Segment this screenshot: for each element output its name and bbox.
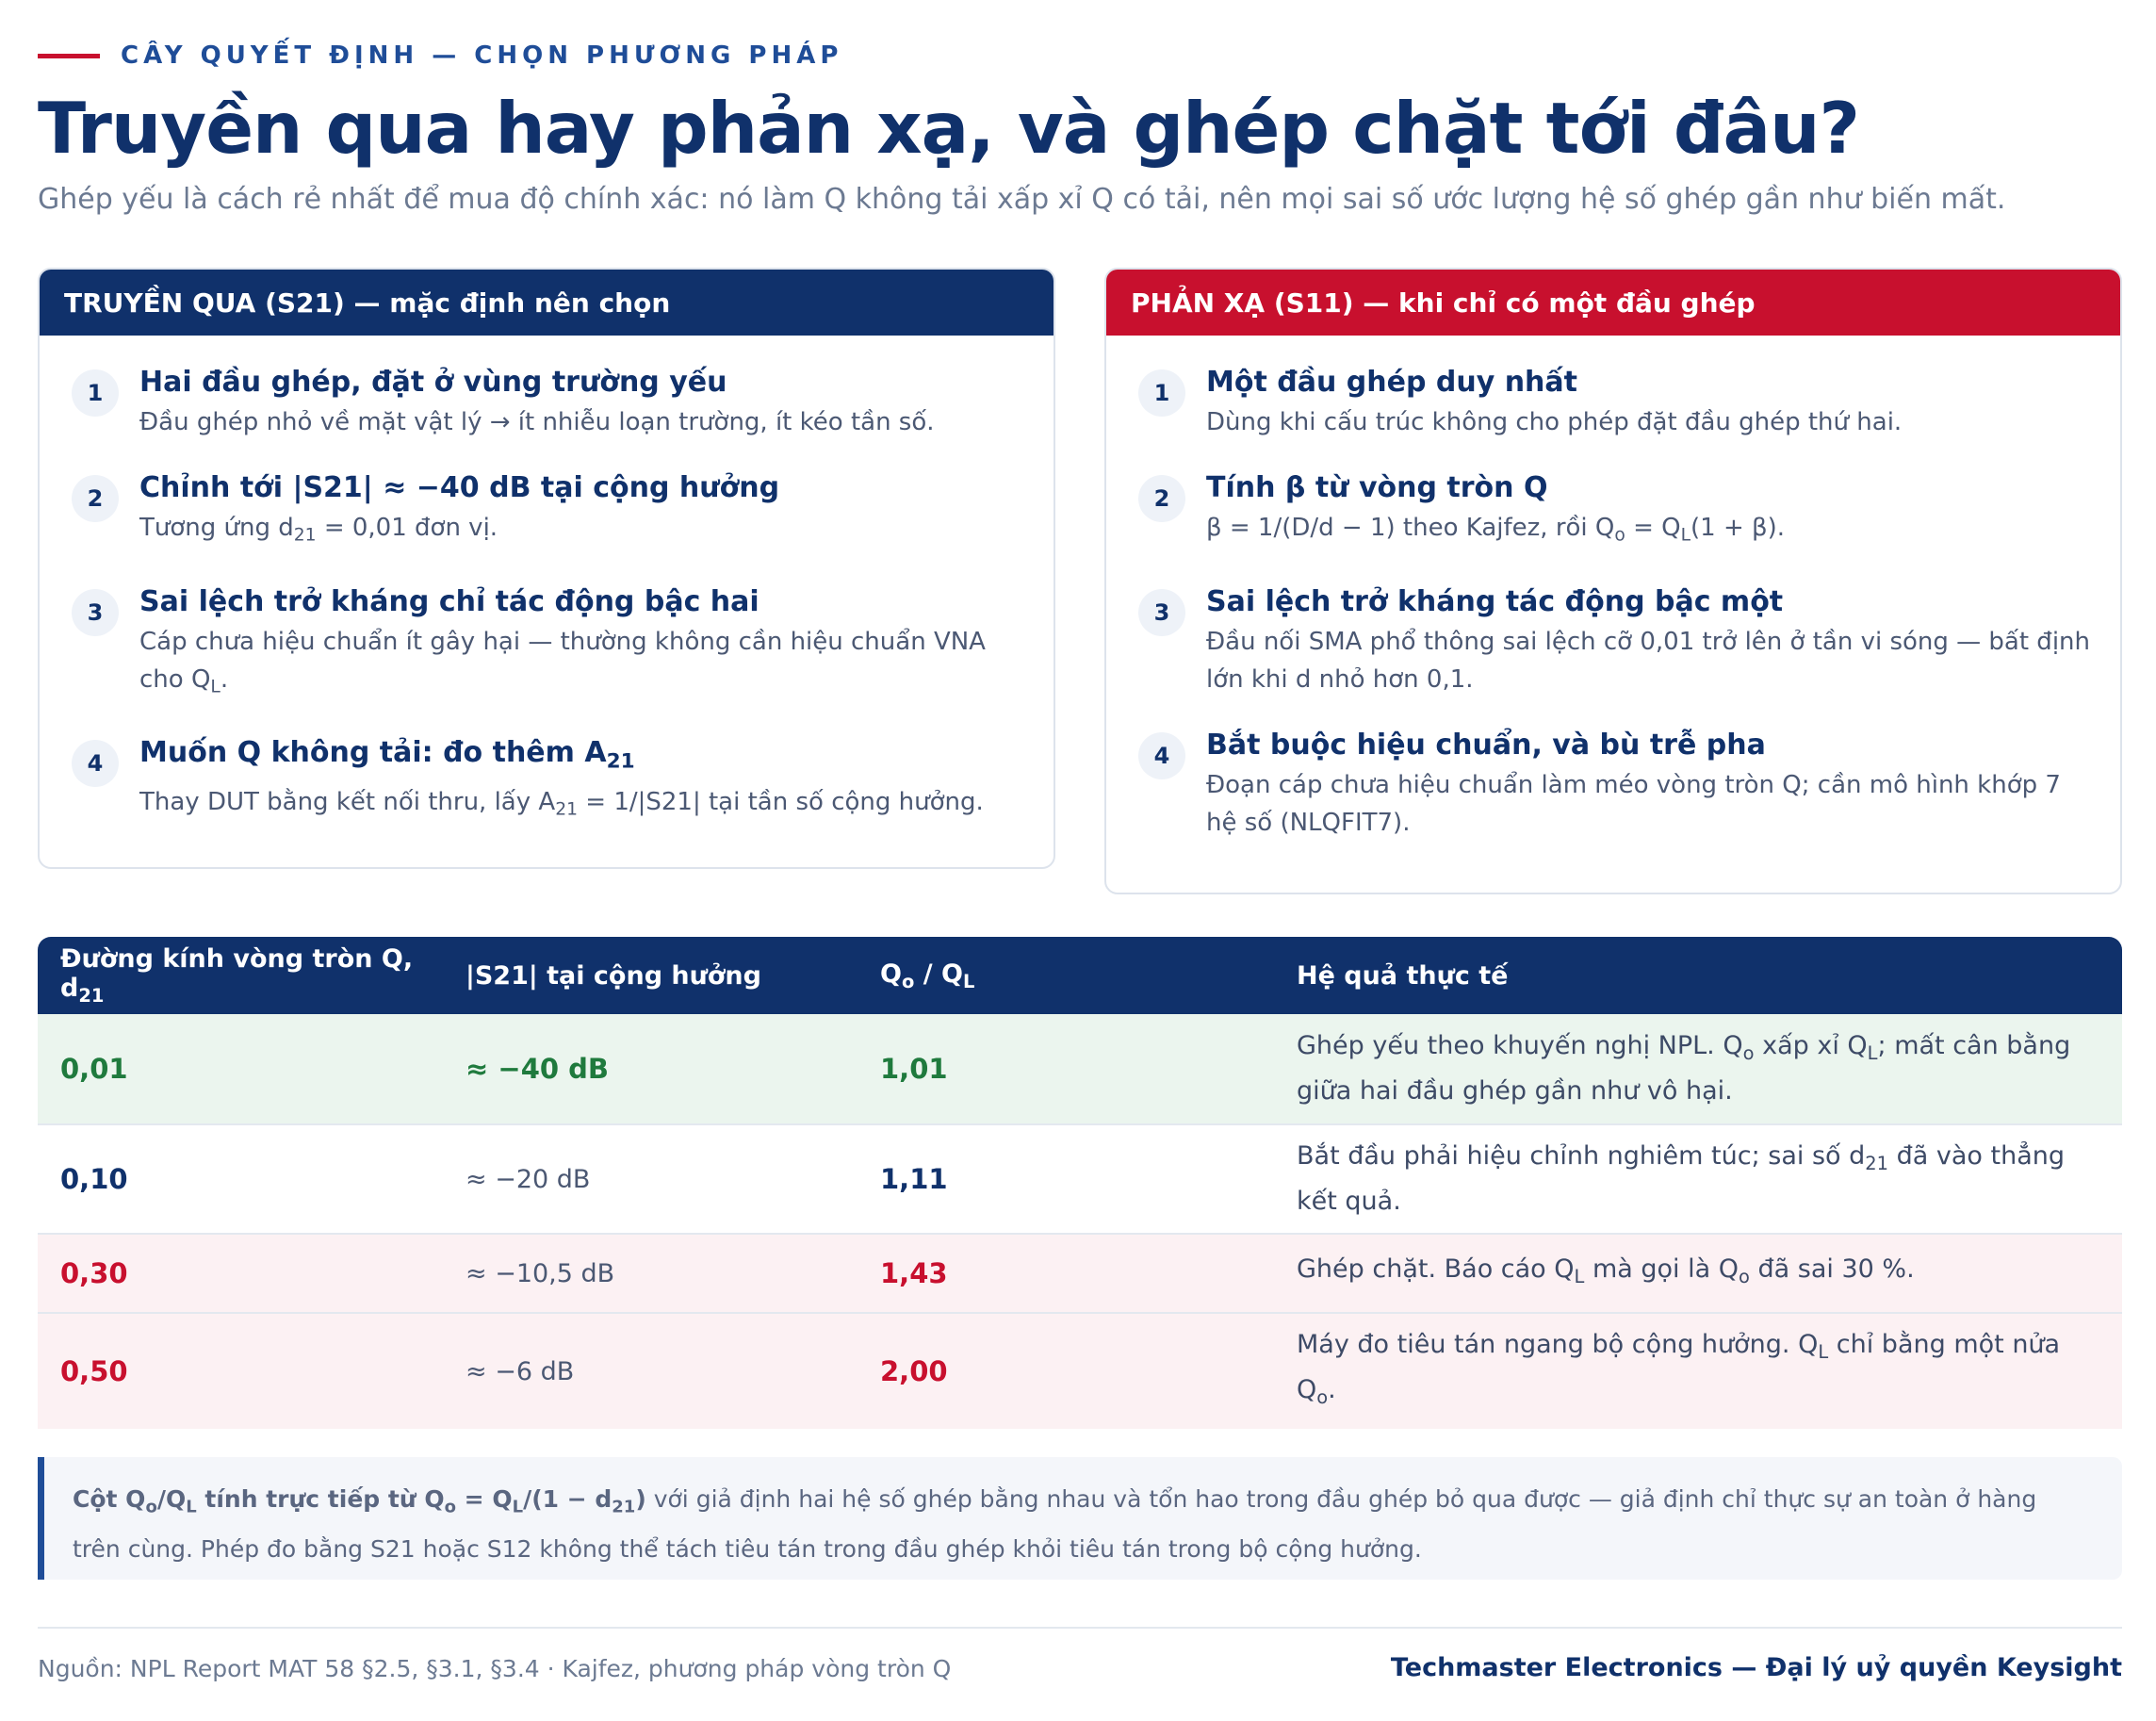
step	[1138, 583, 2092, 698]
eyebrow-accent-line	[38, 54, 100, 58]
step	[72, 364, 1025, 441]
step-description: Thay DUT bằng kết nối thru, lấy $A_{21} = 1/|S21|$ tại tần số cộng hưởng.	[139, 787, 984, 820]
step-title: Sai lệch trở kháng chỉ tác động bậc hai	[139, 584, 760, 618]
step-number: 3	[72, 589, 119, 636]
table-row	[38, 1314, 2122, 1429]
step-description: Đầu ghép nhỏ về mặt vật lý → ít nhiễu loạn trường, ít kéo tần số.	[139, 408, 935, 436]
cell-q-ratio: 1,01	[880, 1053, 948, 1085]
footer-divider	[38, 1627, 2122, 1629]
page-subtitle: Ghép yếu là cách rẻ nhất để mua độ chính xác: nó làm Q không tải xấp xỉ Q có tải, nên mọi sai số ước lượng hệ số ghép gần như biến mất.	[38, 183, 2006, 216]
step-number: 2	[1138, 475, 1185, 522]
cell-s21: ≈ −40 dB	[466, 1053, 610, 1085]
cell-s21: ≈ −20 dB	[466, 1164, 591, 1194]
step-title: Sai lệch trở kháng tác động bậc một	[1206, 584, 1784, 618]
cell-q-ratio: 1,43	[880, 1257, 948, 1289]
column-header-consequence: Hệ quả thực tế	[1297, 960, 1509, 991]
cell-consequence: Máy đo tiêu tán ngang bộ cộng hưởng. $Q_L$ chỉ bằng một nửa $Q_o$.	[1297, 1330, 2061, 1408]
cell-diameter: 0,01	[60, 1053, 128, 1085]
page	[38, 0, 2122, 1721]
step-description: Tương ứng $d_{21} = 0,01$ đơn vị.	[139, 514, 498, 546]
step-title: Hai đầu ghép, đặt ở vùng trường yếu	[139, 366, 727, 399]
page-title: Truyền qua hay phản xạ, và ghép chặt tới đâu?	[38, 87, 1860, 170]
column-header-diameter: Đường kính vòng tròn Q, $d_{21}$	[60, 944, 414, 1007]
footer-source: Nguồn: NPL Report MAT 58 §2.5, §3.1, §3.4 · Kajfez, phương pháp vòng tròn Q	[38, 1655, 952, 1682]
step-description: Đoạn cáp chưa hiệu chuẩn làm méo vòng tròn Q; cần mô hình khớp 7 hệ số (NLQFIT7).	[1206, 770, 2061, 837]
cell-diameter: 0,50	[60, 1355, 128, 1387]
step	[1138, 469, 2092, 555]
transmission-card-heading: TRUYỀN QUA (S21) — mặc định nên chọn	[40, 270, 1054, 336]
eyebrow	[38, 41, 842, 70]
step	[1138, 364, 2092, 441]
step-title: Muốn Q không tải: đo thêm $A_{21}$	[139, 736, 635, 774]
table-row	[38, 1235, 2122, 1314]
step	[72, 734, 1025, 828]
cell-q-ratio: 1,11	[880, 1163, 948, 1195]
table-row	[38, 1125, 2122, 1235]
column-header-q-ratio: $Q_o / Q_L$	[880, 959, 975, 992]
cell-diameter: 0,10	[60, 1163, 128, 1195]
step	[1138, 727, 2092, 842]
footer-brand: Techmaster Electronics — Đại lý uỷ quyền Keysight	[1390, 1653, 2122, 1682]
step-description: Dùng khi cấu trúc không cho phép đặt đầu ghép thứ hai.	[1206, 408, 1903, 436]
step-number: 1	[1138, 369, 1185, 417]
eyebrow-text: CÂY QUYẾT ĐỊNH — CHỌN PHƯƠNG PHÁP	[121, 41, 843, 70]
step-description: Cáp chưa hiệu chuẩn ít gây hại — thường không cần hiệu chuẩn VNA cho $Q_L$.	[139, 627, 986, 697]
step	[72, 583, 1025, 707]
step-title: Tính β từ vòng tròn Q	[1206, 471, 1548, 504]
step	[72, 469, 1025, 555]
step-description: β = 1/(D/d − 1) theo Kajfez, rồi $Q_o = Q_L(1 + \beta)$.	[1206, 514, 1786, 546]
footnote-text: với giả định hai hệ số ghép bằng nhau và tổn hao trong đầu ghép bỏ qua được — giả định chỉ thực sự an toàn ở hàng trên cùng. Phép đo bằng S21 hoặc S12 không thể tách tiêu tán trong đầu ghép khỏi tiêu tán trong bộ cộng hưởng.	[73, 1485, 2037, 1564]
step-title: Một đầu ghép duy nhất	[1206, 366, 1577, 399]
table-row	[38, 1014, 2122, 1125]
cell-consequence: Ghép yếu theo khuyến nghị NPL. $Q_o$ xấp xỉ $Q_L$; mất cân bằng giữa hai đầu ghép gần như vô hại.	[1297, 1031, 2071, 1106]
cell-consequence: Bắt đầu phải hiệu chỉnh nghiêm túc; sai số $d_{21}$ đã vào thẳng kết quả.	[1297, 1141, 2065, 1216]
cell-s21: ≈ −6 dB	[466, 1356, 575, 1386]
step-number: 3	[1138, 589, 1185, 636]
step-title: Bắt buộc hiệu chuẩn, và bù trễ pha	[1206, 728, 1766, 762]
cell-diameter: 0,30	[60, 1257, 128, 1289]
coupling-table	[38, 937, 2122, 1429]
transmission-steps	[40, 336, 1054, 828]
step-number: 1	[72, 369, 119, 417]
step-title: Chỉnh tới |S21| ≈ −40 dB tại cộng hưởng	[139, 471, 780, 504]
column-header-s21: |S21| tại cộng hưởng	[466, 960, 761, 991]
step-number: 4	[72, 740, 119, 787]
reflection-card	[1104, 268, 2122, 894]
transmission-card	[38, 268, 1055, 869]
footnote-formula: Cột $Q_o/Q_L$ tính trực tiếp từ $Q_o = Q_L/(1 - d_{21})$	[73, 1485, 646, 1517]
cell-q-ratio: 2,00	[880, 1355, 948, 1387]
table-header	[38, 937, 2122, 1014]
reflection-card-heading: PHẢN XẠ (S11) — khi chỉ có một đầu ghép	[1106, 270, 2120, 336]
step-number: 2	[72, 475, 119, 522]
reflection-steps	[1106, 336, 2120, 842]
step-number: 4	[1138, 732, 1185, 779]
cell-s21: ≈ −10,5 dB	[466, 1258, 615, 1288]
cell-consequence: Ghép chặt. Báo cáo $Q_L$ mà gọi là $Q_o$ đã sai 30 %.	[1297, 1254, 1915, 1287]
footnote-callout	[38, 1457, 2122, 1580]
step-description: Đầu nối SMA phổ thông sai lệch cỡ 0,01 trở lên ở tần vi sóng — bất định lớn khi d nhỏ hơn 0,1.	[1206, 627, 2090, 694]
